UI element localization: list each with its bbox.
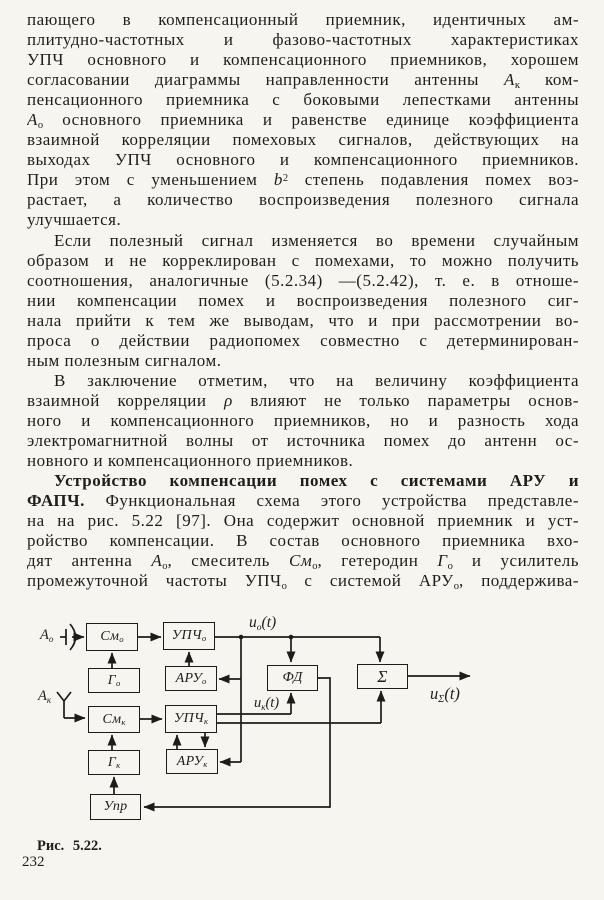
junction-dot [239,635,244,640]
text-line: ФАПЧ. Функциональная схема этого устройства представле- [27,491,579,511]
figure-caption: Рис. 5.22. [37,838,102,854]
text-line: соотношения, аналогичные (5.2.34) —(5.2.42), т. е. в отноше- [27,270,579,290]
body-text [27,10,579,591]
block-oscillator-comp: Г $_к$ [88,750,140,775]
text-line: пенсационного приемника с боковыми лепестками антенны [27,90,579,110]
block-if-amp-comp: УПЧ $_к$ [165,705,217,733]
signal-usum-label: $u_\Sigma(t)$ [430,684,460,705]
block-summator: Σ [357,664,408,689]
block-phase-detector: ФД [267,665,318,691]
block-oscillator-main: Г $_о$ [88,668,140,693]
text-line: В заключение отметим, что на величину коэффициента [54,370,579,390]
signal-u0-label: $u_о(t)$ [249,614,277,633]
text-line: $А_о$ основного приемника и равенстве единице коэффициента [27,110,579,131]
text-line: плитудно-частотных и фазово-частотных характеристиках [27,30,579,50]
text-line: ным полезным сигналом. [27,350,222,370]
text-line: на на рис. 5.22 [97]. Она содержит основной приемник и уст- [27,511,579,531]
block-if-amp-main: УПЧ $_о$ [163,622,215,650]
signal-uk-label: $u_к(t)$ [254,695,280,712]
block-control: Упр [90,794,141,820]
text-line: пающего в компенсационный приемник, идентичных ам- [27,10,579,29]
text-line: растает, а количество воспроизведения полезного сигнала [27,190,579,210]
junction-dot [289,635,294,640]
text-line: согласовании диаграммы направленности антенны $А_к$ ком- [27,70,579,91]
text-line: образом и не корреклирован с помехами, то можно получить [27,250,579,270]
text-line: новного и компенсационного приемников. [27,451,354,471]
text-line: взаимной корреляции ρ влияют не только параметры основ- [27,390,579,410]
text-line: При этом с уменьшением $b^2$ степень подавления помех воз- [27,170,579,190]
block-mixer-comp: См $_к$ [88,706,140,733]
text-line: УПЧ основного и компенсационного приемников, хорошем [27,50,579,70]
text-line: выходах УПЧ основного и компенсационного приемников. [27,150,579,170]
antenna-comp-label: $А_к$ [38,688,52,705]
antenna-main-label: $А_о$ [40,627,54,644]
text-line: электромагнитной волны от источника помех до антенн ос- [27,430,579,450]
text-line: ройство компенсации. В состав основного приемника вхо- [27,531,579,551]
text-line: нала прийти к тем же выводам, что и при рассмотрении во- [27,310,579,330]
text-line: промежуточной частоты $УПЧ_о$ с системой $АРУ_о$, поддержива- [27,571,579,592]
block-agc-comp: АРУ $_к$ [166,749,218,774]
text-line: Устройство компенсации помех с системами АРУ и [54,471,579,491]
antenna-comp-icon [57,692,64,701]
page-number: 232 [22,854,45,870]
figure-5-22 [0,612,604,870]
text-line: проса о действии радиопомех совместно с детерминирован- [27,330,579,350]
text-line: улучшается. [27,210,122,230]
text-line: дят антенна $А_о$, смеситель $См_о$, гетеродин $Г_о$ и усилитель [27,551,579,572]
text-line: Если полезный сигнал изменяется во времени случайным [54,230,579,250]
block-mixer-main: См $_о$ [86,623,138,651]
text-line: нии компенсации помех и воспроизведения полезного сиг- [27,290,579,310]
block-agc-main: АРУ $_о$ [165,666,217,691]
text-line: ного и компенсационного приемников, но и разность хода [27,410,579,430]
text-line: взаимной корреляции помеховых сигналов, действующих на [27,130,579,150]
